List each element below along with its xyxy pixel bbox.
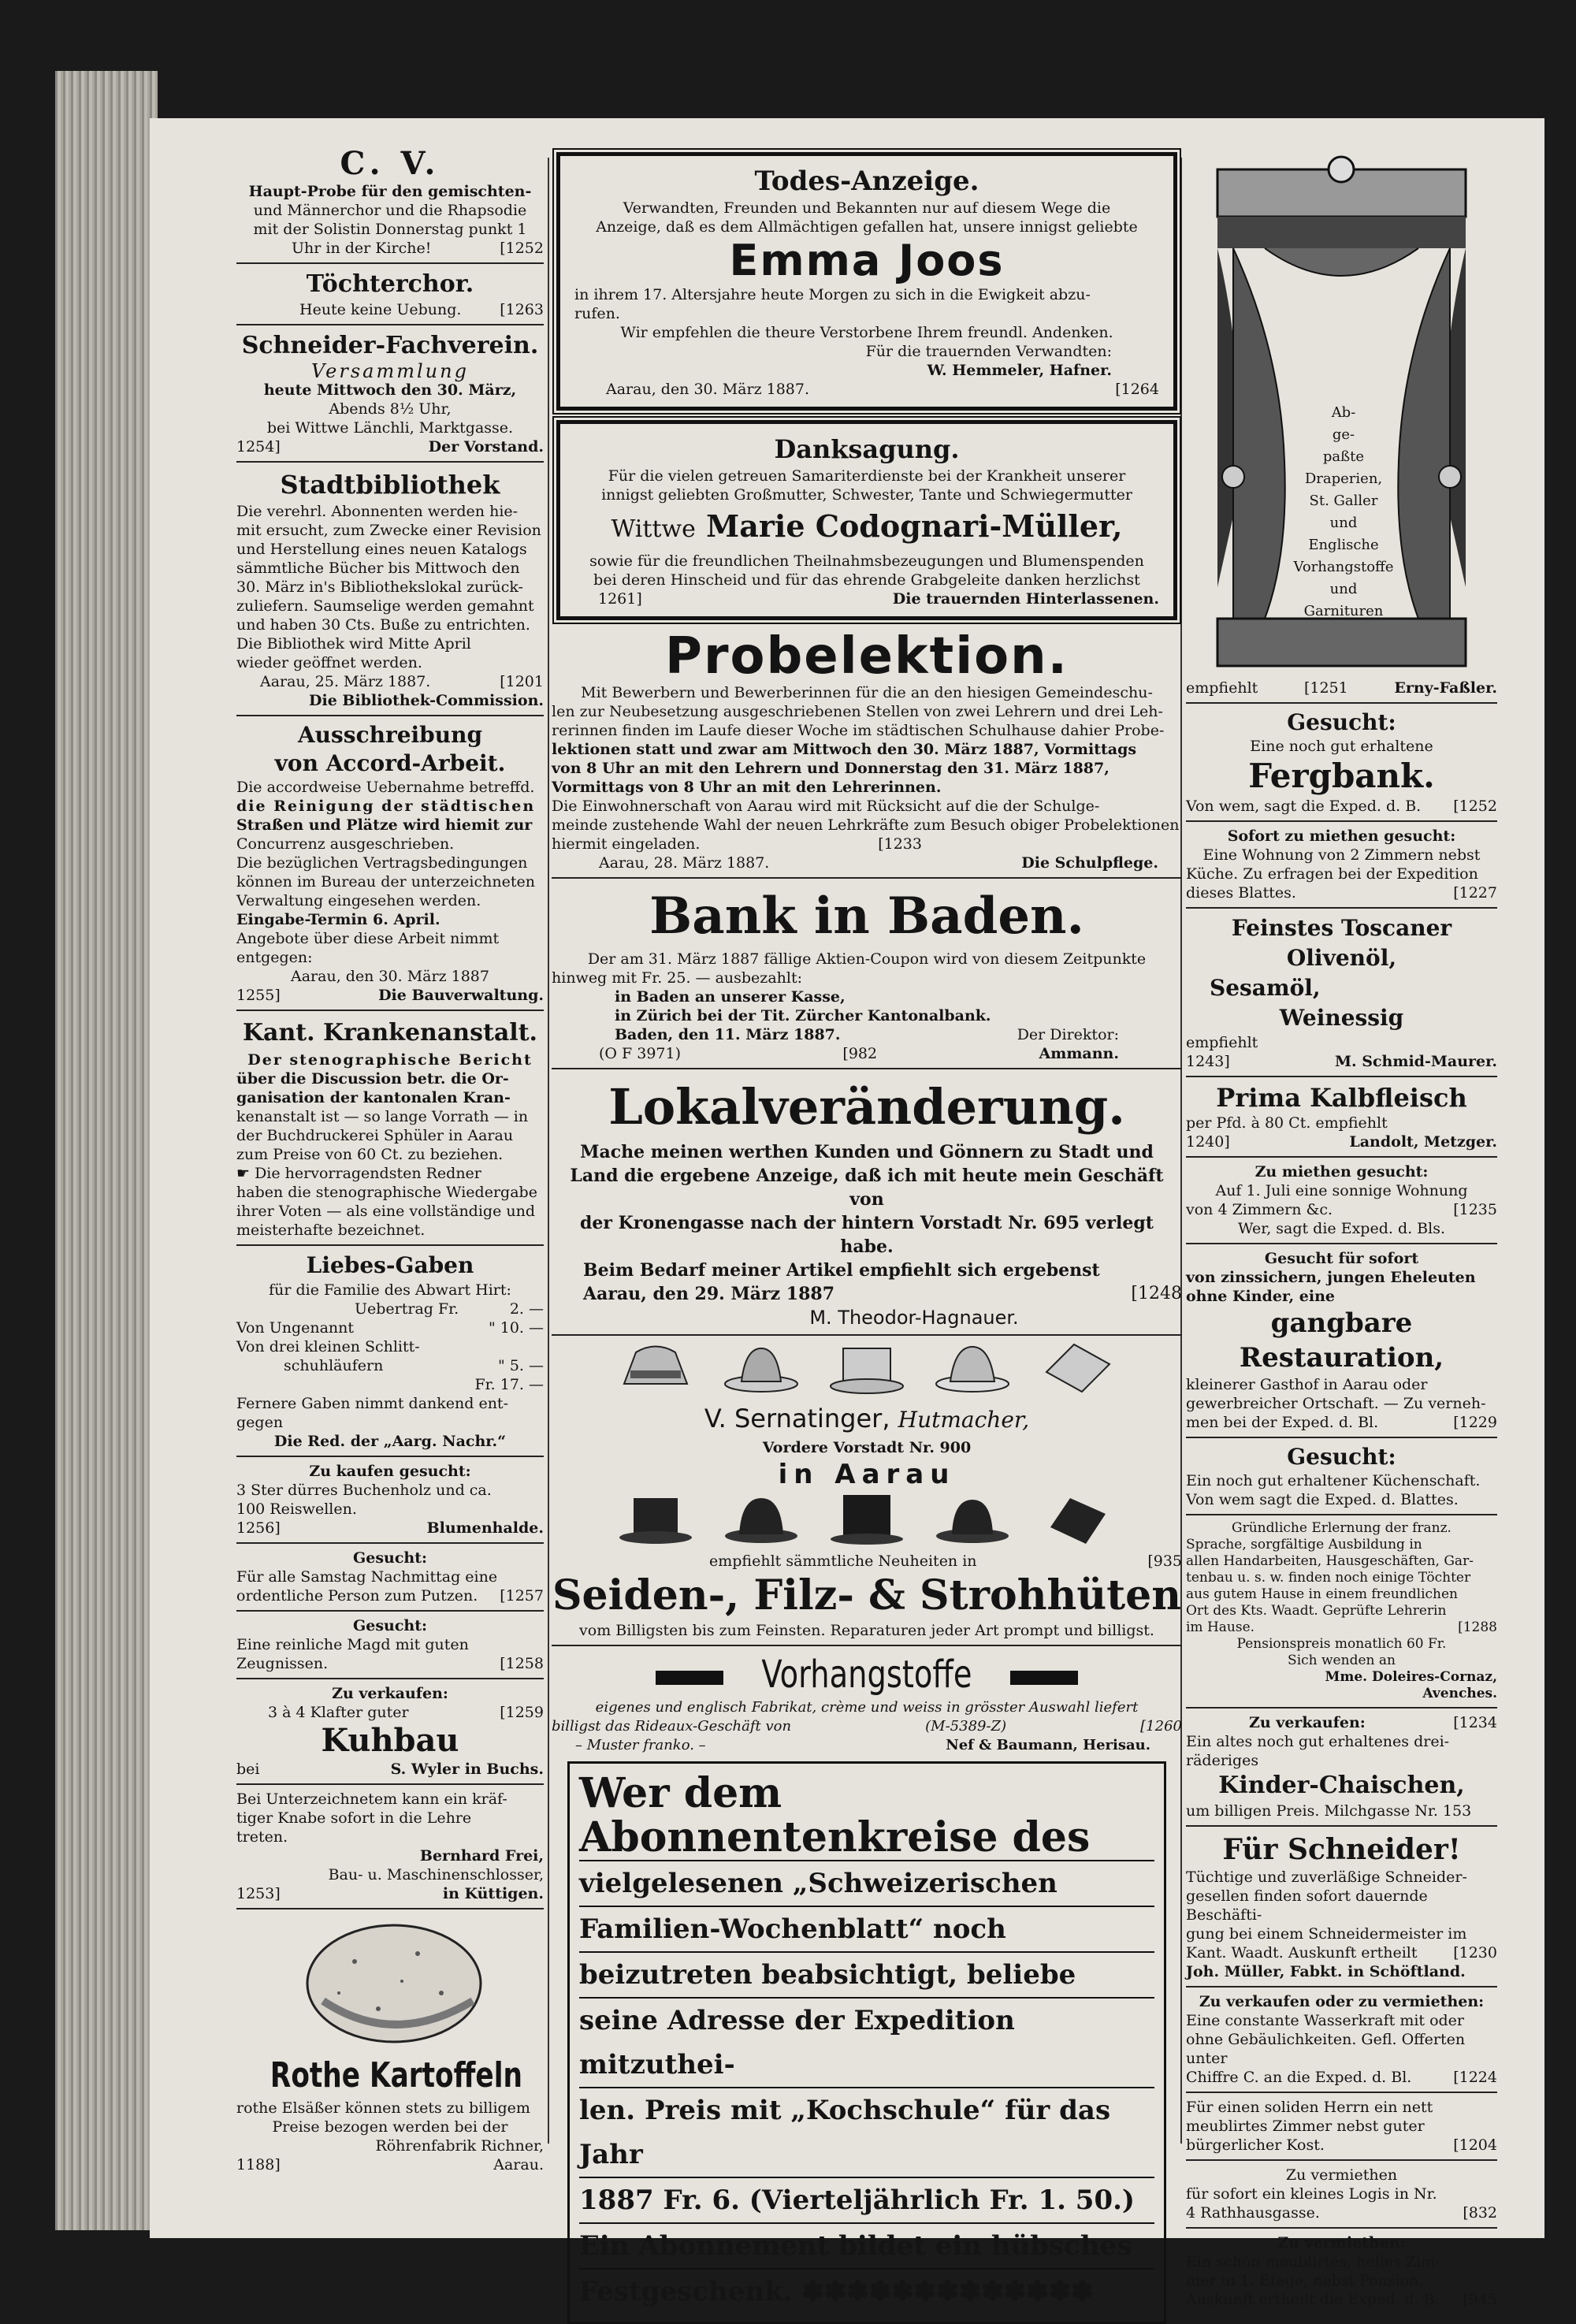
ad-gesucht-person: Gesucht: Für alle Samstag Nachmittag eine ordentliche Person zum Putzen. [1257	[236, 1549, 544, 1604]
ad-schneider-fachverein: Schneider-Fachverein. Versammlung heute Mittwoch den 30. März, Abends 8½ Uhr, bei Wittwe Länchli, Marktgasse. 1254] Der Vorstand.	[236, 332, 544, 456]
book-binding	[55, 71, 158, 2230]
hat-row-top	[552, 1340, 1182, 1400]
ad-draperien: Ab- ge- paßte Draperien, St. Galler und Englische Vorhangstoffe und Garnituren empfiehlt [1251 Erny-Faßler.	[1186, 146, 1497, 697]
ad-liebes-gaben: Liebes-Gaben für die Familie des Abwart Hirt: Uebertrag Fr. 2. — Von Ungenannt " 10. — Von drei kleinen Schlitt- schuhläufern " 5. — Fr. 17. — Fernere Gaben nimmt dankend ent- gegen Die Red. der „Aarg. Nachr.“	[236, 1252, 544, 1450]
hat-icon	[1039, 1340, 1117, 1396]
ad-solider-herr: Für einen soliden Herrn ein nett meublirtes Zimmer nebst guter bürgerlicher Kost. [1204	[1186, 2099, 1497, 2154]
hat-icon	[1039, 1492, 1117, 1547]
column-middle	[552, 146, 1182, 2324]
ad-wohnung-gesucht: Zu miethen gesucht: Auf 1. Juli eine sonnige Wohnung von 4 Zimmern &c. [1235 Wer, sagt die Exped. d. Bls.	[1186, 1163, 1497, 1237]
ad-todes-anzeige: Todes-Anzeige. Verwandten, Freunden und Bekannten nur auf diesem Wege die Anzeige, daß es dem Allmächtigen gefallen hat, unsere innigst geliebte Emma Joos in ihrem 17. Altersjahre heute Morgen zu sich in die Ewigkeit abzu- rufen. Wir empfehlen die theure Verstorbene Ihrem freundl. Andenken. Für die trauernden Verwandten: W. Hemmeler, Hafner. Aarau, den 30. März 1887. [1264	[556, 152, 1177, 411]
ad-gesucht-magd: Gesucht: Eine reinliche Magd mit guten Zeugnissen. [1258	[236, 1617, 544, 1672]
ad-cv: C. V. Haupt-Probe für den gemischten- und Männerchor und die Rhapsodie mit der Solistin Donnerstag punkt 1 Uhr in der Kirche! [1252	[248, 145, 544, 257]
ad-lehre-frei: Bei Unterzeichnetem kann ein kräf- tiger Knabe sofort in die Lehre treten. Bernhard Frei, Bau- u. Maschinenschlosser, 1253] in Küttigen.	[236, 1790, 544, 1902]
ad-kuhbau: Zu verkaufen: 3 à 4 Klafter guter [1259 Kuhbau bei S. Wyler in Buchs.	[236, 1685, 544, 1778]
ad-fergbank: Gesucht: Eine noch gut erhaltene Fergbank. Von wem, sagt die Exped. d. B. [1252	[1186, 709, 1497, 815]
ad-familien-wochenblatt: Wer dem Abonnentenkreise des vielgelesenen „Schweizerischen Familien-Wochenblatt“ noch beizutreten beabsichtigt, beliebe seine Adresse der Expedition mitzuthei- len. Preis mit „Kochschule“ für das Jahr 1887 Fr. 6. (Vierteljährlich Fr. 1. 50.) Ein Abonnement bildet ein hübsches Festgeschenk. ✽✽✽✽✽✽✽✽✽✽✽✽✽	[567, 1761, 1166, 2324]
ad-kleines-logis: Zu vermiethen für sofort ein kleines Logis in Nr. 4 Rathhausgasse. [832	[1186, 2166, 1497, 2222]
hat-row-bottom	[552, 1492, 1182, 1552]
column-left	[236, 146, 544, 2174]
hat-icon	[722, 1340, 801, 1396]
ad-olivenoel: Feinstes Toscaner Olivenöl, Sesamöl, Weinessig empfiehlt 1243] M. Schmid-Maurer.	[1186, 915, 1497, 1070]
ad-wasserkraft: Zu verkaufen oder zu vermiethen: Eine constante Wasserkraft mit oder ohne Gebäulichkeiten. Gefl. Offerten unter Chiffre C. an die Exped. d. Bl. [1224	[1186, 1993, 1497, 2086]
potato-illustration	[236, 1914, 544, 2048]
ad-fuer-schneider: Für Schneider! Tüchtige und zuverläßige Schneider- gesellen finden sofort dauernde Beschäfti- gung bei einem Schneidermeister im Kant. Waadt. Auskunft ertheilt [1230 Joh. Müller, Fabkt. in Schöftland.	[1186, 1833, 1497, 1980]
ad-vorhangstoffe: Vorhangstoffe eigenes und englisch Fabrikat, crème und weiss in grösster Auswahl liefert billigst das Rideaux-Geschäft von (M-5389-Z) [1260 – Muster franko. – Nef & Baumann, Herisau.	[552, 1653, 1182, 1753]
hat-icon	[933, 1492, 1012, 1547]
ad-toechterchor: Töchterchor. Heute keine Uebung. [1263	[299, 270, 544, 318]
ad-bank-in-baden: Bank in Baden. Der am 31. März 1887 fällige Aktien-Coupon wird von diesem Zeitpunkte hinweg mit Fr. 25. — ausbezahlt: in Baden an unserer Kasse, in Zürich bei der Tit. Zürcher Kantonalbank. Baden, den 11. März 1887. Der Direktor: (O F 3971) [982 Ammann.	[552, 887, 1147, 1062]
hat-icon	[616, 1492, 695, 1547]
hat-icon	[827, 1492, 906, 1547]
hat-icon	[827, 1340, 906, 1396]
ad-krankenanstalt: Kant. Krankenanstalt. Der stenographische Bericht über die Discussion betr. die Or- ganisation der kantonalen Kran- kenanstalt ist — so lange Vorrath — in der Buchdruckerei Sphüler in Aarau zum Preise von 60 Ct. zu beziehen. ☛ Die hervorragendsten Redner haben die stenographische Wiedergabe ihrer Voten — als eine vollständige und meisterhafte bezeichnet.	[236, 1019, 538, 1239]
ad-restauration: Gesucht für sofort von zinssichern, jungen Eheleuten ohne Kinder, eine gangbare Restauration, kleinerer Gasthof in Aarau oder gewerbreicher Ortschaft. — Zu verneh- men bei der Exped. d. Bl. [1229	[1186, 1250, 1497, 1431]
ad-danksagung: Danksagung. Für die vielen getreuen Samariterdienste bei der Krankheit unserer innigst geliebten Großmutter, Schwester, Tante und Schwiegermutter Wittwe Marie Codognari-Müller, sowie für die freundlichen Theilnahmsbezeugungen und Blumenspenden bei deren Hinscheid und für das ehrende Grabgeleite danken herzlichst 1261] Die trauernden Hinterlassenen.	[556, 420, 1177, 620]
ad-accord-arbeit: Ausschreibung von Accord-Arbeit. Die accordweise Uebernahme betreffd. die Reinigung der städtischen Straßen und Plätze wird hiemit zur Concurrenz ausgeschrieben. Die bezüglichen Vertragsbedingungen können im Bureau der unterzeichneten Verwaltung eingesehen werden. Eingabe-Termin 6. April. Angebote über diese Arbeit nimmt entgegen: Aarau, den 30. März 1887 1255] Die Bauverwaltung.	[236, 722, 544, 1004]
ad-zimmer-pension: Zu vermiethen: Ein schön meublirtes, helles Zim- mer in 1. Etage, nebst Pension. Auskunft ertheilt die Exped. d. B. [945	[1186, 2234, 1497, 2308]
hat-icon	[722, 1492, 801, 1547]
hat-icon	[933, 1340, 1012, 1396]
ad-rothe-kartoffeln: Rothe Kartoffeln rothe Elsäßer können stets zu billigem Preise bezogen werden bei der Röhrenfabrik Richner, 1188] Aarau.	[236, 1914, 544, 2174]
ad-probelektion: Probelektion. Mit Bewerbern und Bewerberinnen für die an den hiesigen Gemeindeschu- len zur Neubesetzung ausgeschriebenen Stellen von zwei Lehrern und drei Leh- rerinnen finden im Laufe dieser Woche im städtischen Schulhause dahier Probe- lektionen statt und zwar am Mittwoch den 30. März 1887, Vormittags von 8 Uhr an mit den Lehrern und Donnerstag den 31. März 1887, Vormittags von 8 Uhr an mit den Lehrerinnen. Die Einwohnerschaft von Aarau wird mit Rücksicht auf die der Schulge- meinde zustehende Wahl der neuen Lehrkräfte zum Besuch obiger Probelektionen hiermit eingeladen. [1233 Aarau, 28. März 1887. Die Schulpflege.	[552, 627, 1180, 872]
column-right	[1186, 146, 1497, 2309]
hat-icon	[616, 1340, 695, 1396]
ad-franz-sprache: Gründliche Erlernung der franz. Sprache, sorgfältige Ausbildung in allen Handarbeiten, Hausgeschäften, Gar- tenbau u. s. w. finden noch einige Töchter aus gutem Hause in einem freundlichen Ort des Kts. Waadt. Geprüfte Lehrerin im Hause. [1288 Pensionspreis monatlich 60 Fr. Sich wenden an Mme. Doleires-Cornaz, Avenches.	[1186, 1520, 1497, 1701]
column-rule-left	[548, 158, 549, 2144]
ad-sofort-miethen: Sofort zu miethen gesucht: Eine Wohnung von 2 Zimmern nebst Küche. Zu erfragen bei der Expedition dieses Blattes. [1227	[1186, 827, 1497, 902]
ad-zu-kaufen: Zu kaufen gesucht: 3 Ster dürres Buchenholz und ca. 100 Reiswellen. 1256] Blumenhalde.	[236, 1463, 544, 1537]
ad-kuechenschaft: Gesucht: Ein noch gut erhaltener Küchenschaft. Von wem sagt die Exped. d. Blattes.	[1186, 1444, 1481, 1508]
ad-stadtbibliothek: Stadtbibliothek Die verehrl. Abonnenten werden hie- mit ersucht, zum Zwecke einer Revision und Herstellung eines neuen Katalogs sämmtliche Bücher bis Mittwoch den 30. März in's Bibliothekslokal zurück- zuliefern. Saumselige werden gemahnt und haben 30 Cts. Buße zu entrichten. Die Bibliothek wird Mitte April wieder geöffnet werden. Aarau, 25. März 1887. [1201 Die Bibliothek-Commission.	[236, 470, 544, 709]
ad-lokalveraenderung: Lokalveränderung. Mache meinen werthen Kunden und Gönnern zu Stadt und Land die ergebene Anzeige, daß ich mit heute mein Geschäft von der Kronengasse nach der hintern Vorstadt Nr. 695 verlegt habe. Beim Bedarf meiner Artikel empfiehlt sich ergebenst Aarau, den 29. März 1887 [1248 M. Theodor-Hagnauer.	[570, 1078, 1182, 1329]
ad-kalbfleisch: Prima Kalbfleisch per Pfd. à 80 Ct. empfiehlt 1240] Landolt, Metzger.	[1186, 1083, 1497, 1151]
ad-kinder-chaischen: Zu verkaufen: [1234 Ein altes noch gut erhaltenes drei- räderiges Kinder-Chaischen, um billigen Preis. Milchgasse Nr. 153	[1186, 1714, 1497, 1820]
ad-sernatinger-hutmacher: V. Sernatinger, Hutmacher, Vordere Vorstadt Nr. 900 in Aarau empfiehlt sämmtliche Neuheiten in [935 Seiden-, Filz- & Strohhüten vom Billigsten bis zum Feinsten. Reparaturen jeder Art prompt und billigst.	[552, 1340, 1182, 1640]
